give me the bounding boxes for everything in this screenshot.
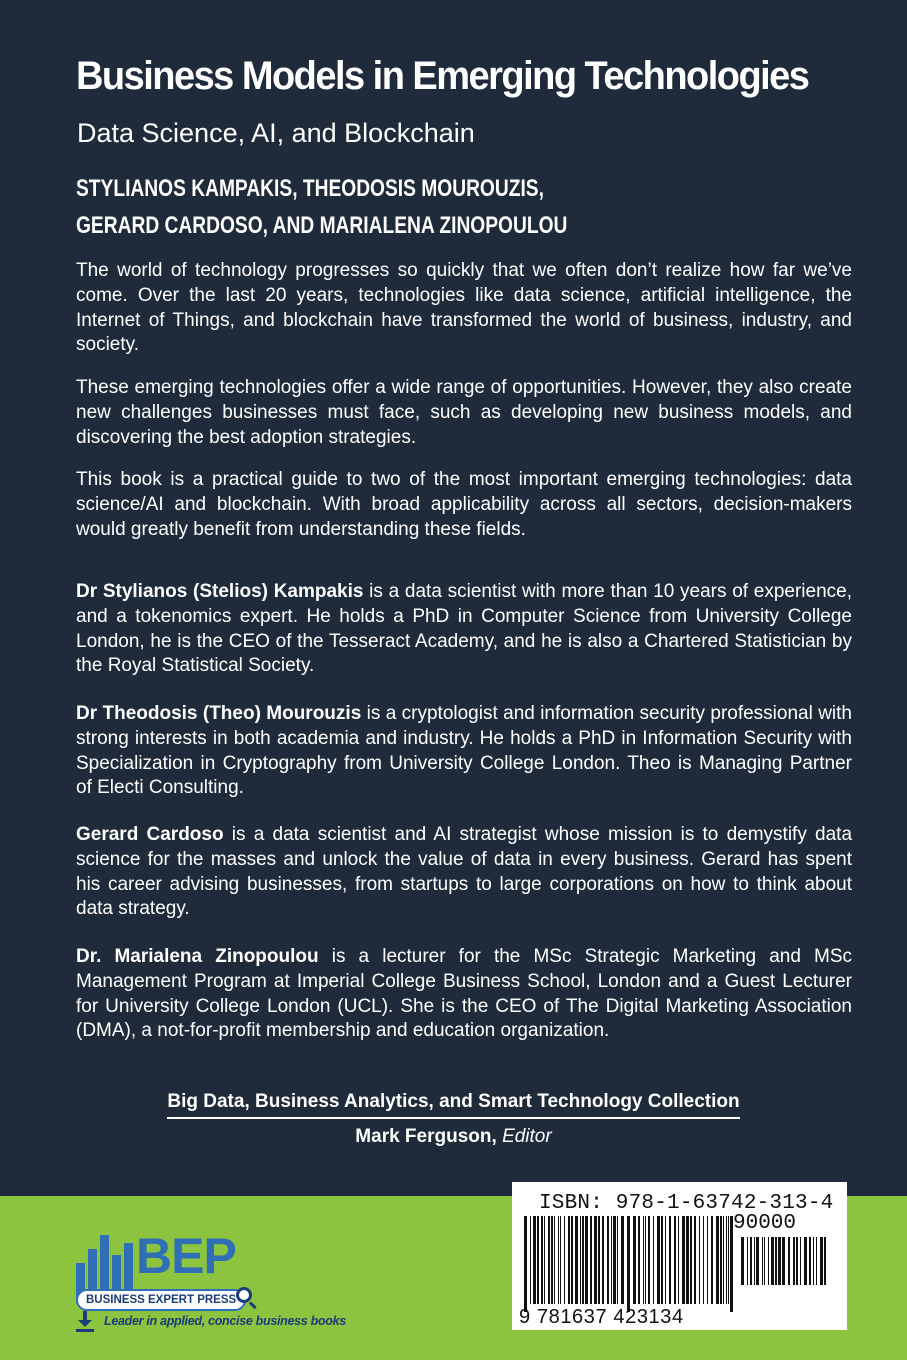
bio-text: is a data scientist with more than 10 years of experience, and a tokenomics expert. He holds a PhD in Computer Science from University College London, he is the CEO of the Tesseract Academy, and he is also a Chartered Statistician by the Royal Statistical Society. bbox=[76, 581, 852, 677]
isbn-label: ISBN: 978-1-63742-313-4 bbox=[539, 1192, 834, 1215]
series-name: Big Data, Business Analytics, and Smart Technology Collection bbox=[167, 1088, 739, 1119]
description-paragraph-2: These emerging technologies offer a wide range of opportunities. However, they also create new challenges businesses must face, such as developing new business models, and discovering the best adoption strategies. bbox=[76, 377, 852, 448]
bio-name: Dr Stylianos (Stelios) Kampakis bbox=[76, 581, 364, 602]
author-list bbox=[76, 170, 708, 244]
editor-role: Editor bbox=[502, 1126, 552, 1147]
bio-text: is a cryptologist and information security professional with strong interests in both academia and industry. He holds a PhD in Information Security with Specialization in Cryptography from University College London. Theo is Managing Partner of Electi Consulting. bbox=[76, 703, 852, 799]
price-code: 90000 bbox=[733, 1212, 797, 1235]
description-paragraph-1: The world of technology progresses so quickly that we often don’t realize how far we’ve come. Over the last 20 years, technologies like data science, artificial intelligence, the Internet of Things, and blockchain have transformed the world of business, industry, and society. bbox=[76, 260, 852, 356]
magnifier-icon bbox=[236, 1287, 252, 1303]
publisher-tagline: Leader in applied, concise business books bbox=[104, 1314, 346, 1328]
book-title: Business Models in Emerging Technologies bbox=[76, 54, 809, 98]
bio-text: is a lecturer for the MSc Strategic Marketing and MSc Management Program at Imperial College Business School, London and a Guest Lecturer for University College London (UCL). She is the CEO of The Digital Marketing Association (DMA), a not-for-profit membership and education organization. bbox=[76, 946, 852, 1042]
author-bio-zinopoulou bbox=[76, 945, 852, 1044]
publisher-logo bbox=[76, 1217, 356, 1337]
bio-name: Gerard Cardoso bbox=[76, 824, 224, 845]
bio-name: Dr Theodosis (Theo) Mourouzis bbox=[76, 703, 362, 724]
author-bio-kampakis bbox=[76, 580, 852, 679]
bio-name: Dr. Marialena Zinopoulou bbox=[76, 946, 319, 967]
publisher-logo-text: BEP bbox=[136, 1228, 236, 1284]
author-bio-mourouzis bbox=[76, 702, 852, 801]
barcode-digits: 9 781637 423134 bbox=[519, 1306, 684, 1328]
barcode-icon bbox=[524, 1216, 734, 1312]
bio-text: is a data scientist and AI strategist whose mission is to demystify data science for the masses and unlock the value of data in every business. Gerard has spent his career advising businesses, from startups to large corporations on how to think about data strategy. bbox=[76, 824, 853, 920]
barcode-addon-icon bbox=[741, 1237, 827, 1293]
editor-name: Mark Ferguson, bbox=[355, 1126, 497, 1147]
author-line-2: GERARD CARDOSO, AND MARIALENA ZINOPOULOU bbox=[76, 212, 568, 239]
author-bio-cardoso bbox=[76, 823, 852, 922]
download-icon bbox=[76, 1311, 94, 1333]
series-editor bbox=[0, 1123, 907, 1151]
book-subtitle: Data Science, AI, and Blockchain bbox=[77, 118, 475, 148]
series-info bbox=[0, 1088, 907, 1151]
author-line-1: STYLIANOS KAMPAKIS, THEODOSIS MOUROUZIS, bbox=[76, 175, 544, 202]
description-paragraph-3: This book is a practical guide to two of the most important emerging technologies: data science/AI and blockchain. With broad applicability across all sectors, decision-makers would greatly benefit from understanding these fields. bbox=[76, 469, 852, 540]
publisher-name: BUSINESS EXPERT PRESS bbox=[76, 1289, 246, 1311]
